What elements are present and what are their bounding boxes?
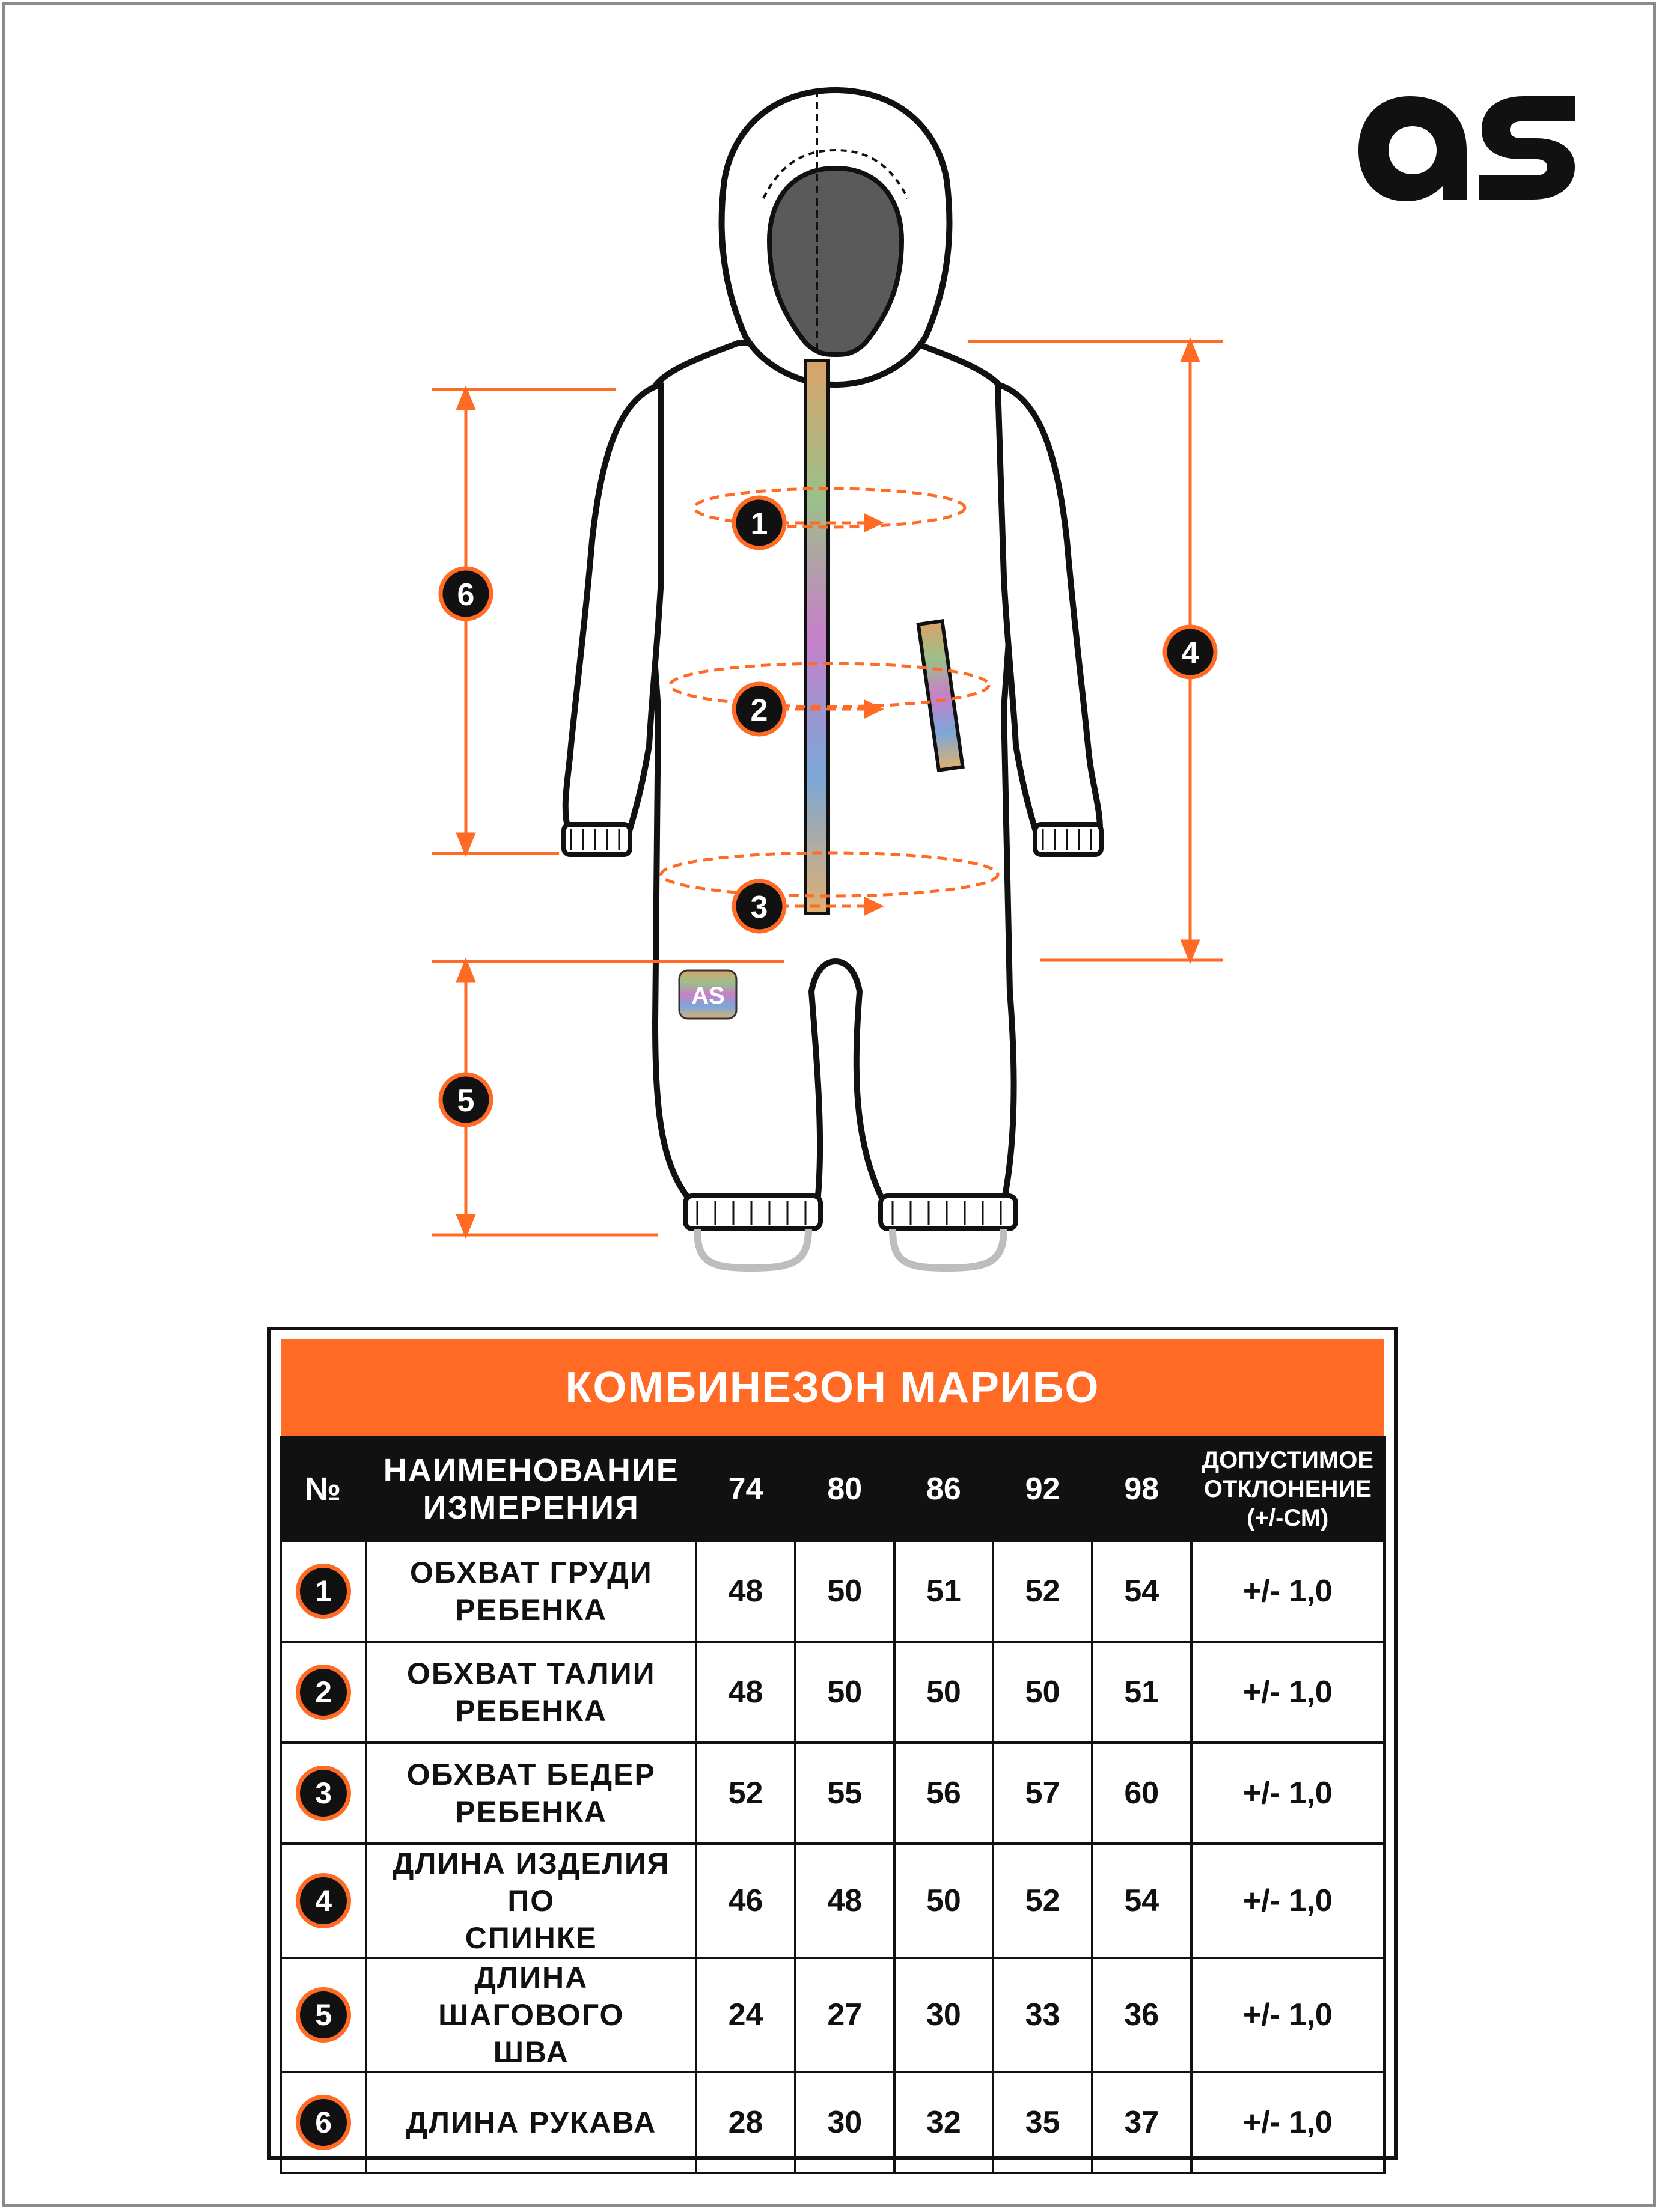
table-row	[281, 1743, 1384, 1844]
size-chart	[267, 1327, 1398, 2160]
svg-text:5: 5	[457, 1083, 475, 1118]
svg-text:2: 2	[750, 693, 768, 728]
header-size: 98	[1092, 1437, 1191, 1541]
size-value: 54	[1092, 1541, 1191, 1642]
measurement-name: ОБХВАТ ГРУДИ РЕБЕНКА	[366, 1541, 696, 1642]
size-value: 52	[993, 1844, 1092, 1958]
measurement-name: ДЛИНА ШАГОВОГО ШВА	[366, 1958, 696, 2072]
measurement-name: ОБХВАТ ТАЛИИ РЕБЕНКА	[366, 1642, 696, 1743]
table-row	[281, 1844, 1384, 1958]
marker-4	[1165, 627, 1215, 677]
size-value: 52	[993, 1541, 1092, 1642]
tolerance-value: +/- 1,0	[1191, 1958, 1384, 2072]
table-row	[281, 1958, 1384, 2072]
size-value: 36	[1092, 1958, 1191, 2072]
header-tolerance: ДОПУСТИМОЕ ОТКЛОНЕНИЕ (+/-СМ)	[1191, 1437, 1384, 1541]
header-size: 86	[894, 1437, 994, 1541]
size-value: 48	[696, 1642, 795, 1743]
table-row	[281, 1642, 1384, 1743]
svg-text:4: 4	[1181, 636, 1199, 671]
tolerance-value: +/- 1,0	[1191, 1642, 1384, 1743]
table-row	[281, 2072, 1384, 2173]
marker-1	[734, 498, 784, 548]
size-value: 50	[993, 1642, 1092, 1743]
row-number-badge: 5	[296, 1987, 351, 2043]
size-value: 30	[795, 2072, 894, 2173]
size-value: 48	[696, 1541, 795, 1642]
size-value: 32	[894, 2072, 994, 2173]
header-size: 74	[696, 1437, 795, 1541]
size-value: 51	[894, 1541, 994, 1642]
size-value: 50	[795, 1642, 894, 1743]
front-zipper	[805, 361, 828, 913]
marker-5	[441, 1074, 491, 1125]
size-value: 51	[1092, 1642, 1191, 1743]
size-value: 27	[795, 1958, 894, 2072]
row-number-badge: 2	[296, 1665, 351, 1720]
measurement-name: ОБХВАТ БЕДЕР РЕБЕНКА	[366, 1743, 696, 1844]
size-value: 30	[894, 1958, 994, 2072]
size-value: 52	[696, 1743, 795, 1844]
tolerance-value: +/- 1,0	[1191, 1743, 1384, 1844]
row-number-badge: 6	[296, 2095, 351, 2150]
size-value: 54	[1092, 1844, 1191, 1958]
size-value: 48	[795, 1844, 894, 1958]
tolerance-value: +/- 1,0	[1191, 1541, 1384, 1642]
marker-2	[734, 684, 784, 734]
as-patch	[679, 970, 736, 1019]
svg-text:6: 6	[457, 577, 475, 612]
svg-text:1: 1	[750, 507, 768, 541]
svg-text:AS: AS	[691, 983, 725, 1009]
row-number-badge: 1	[296, 1564, 351, 1619]
size-value: 28	[696, 2072, 795, 2173]
table-title: КОМБИНЕЗОН МАРИБО	[281, 1339, 1384, 1437]
size-value: 33	[993, 1958, 1092, 2072]
tolerance-value: +/- 1,0	[1191, 2072, 1384, 2173]
table-header-row	[281, 1437, 1384, 1541]
size-value: 24	[696, 1958, 795, 2072]
size-value: 50	[894, 1642, 994, 1743]
table-row	[281, 1541, 1384, 1642]
measurement-name: ДЛИНА ИЗДЕЛИЯ ПО СПИНКЕ	[366, 1844, 696, 1958]
size-value: 35	[993, 2072, 1092, 2173]
row-number-badge: 4	[296, 1873, 351, 1928]
row-number-badge: 3	[296, 1766, 351, 1821]
size-value: 55	[795, 1743, 894, 1844]
size-value: 37	[1092, 2072, 1191, 2173]
header-num: №	[281, 1437, 366, 1541]
header-size: 92	[993, 1437, 1092, 1541]
svg-text:3: 3	[750, 890, 768, 925]
measurement-name: ДЛИНА РУКАВА	[366, 2072, 696, 2173]
size-value: 57	[993, 1743, 1092, 1844]
header-name: НАИМЕНОВАНИЕ ИЗМЕРЕНИЯ	[366, 1437, 696, 1541]
size-value: 56	[894, 1743, 994, 1844]
marker-3	[734, 881, 784, 931]
size-value: 60	[1092, 1743, 1191, 1844]
header-size: 80	[795, 1437, 894, 1541]
size-value: 50	[894, 1844, 994, 1958]
size-value: 50	[795, 1541, 894, 1642]
tolerance-value: +/- 1,0	[1191, 1844, 1384, 1958]
marker-6	[441, 568, 491, 619]
size-value: 46	[696, 1844, 795, 1958]
size-table	[280, 1339, 1386, 2174]
